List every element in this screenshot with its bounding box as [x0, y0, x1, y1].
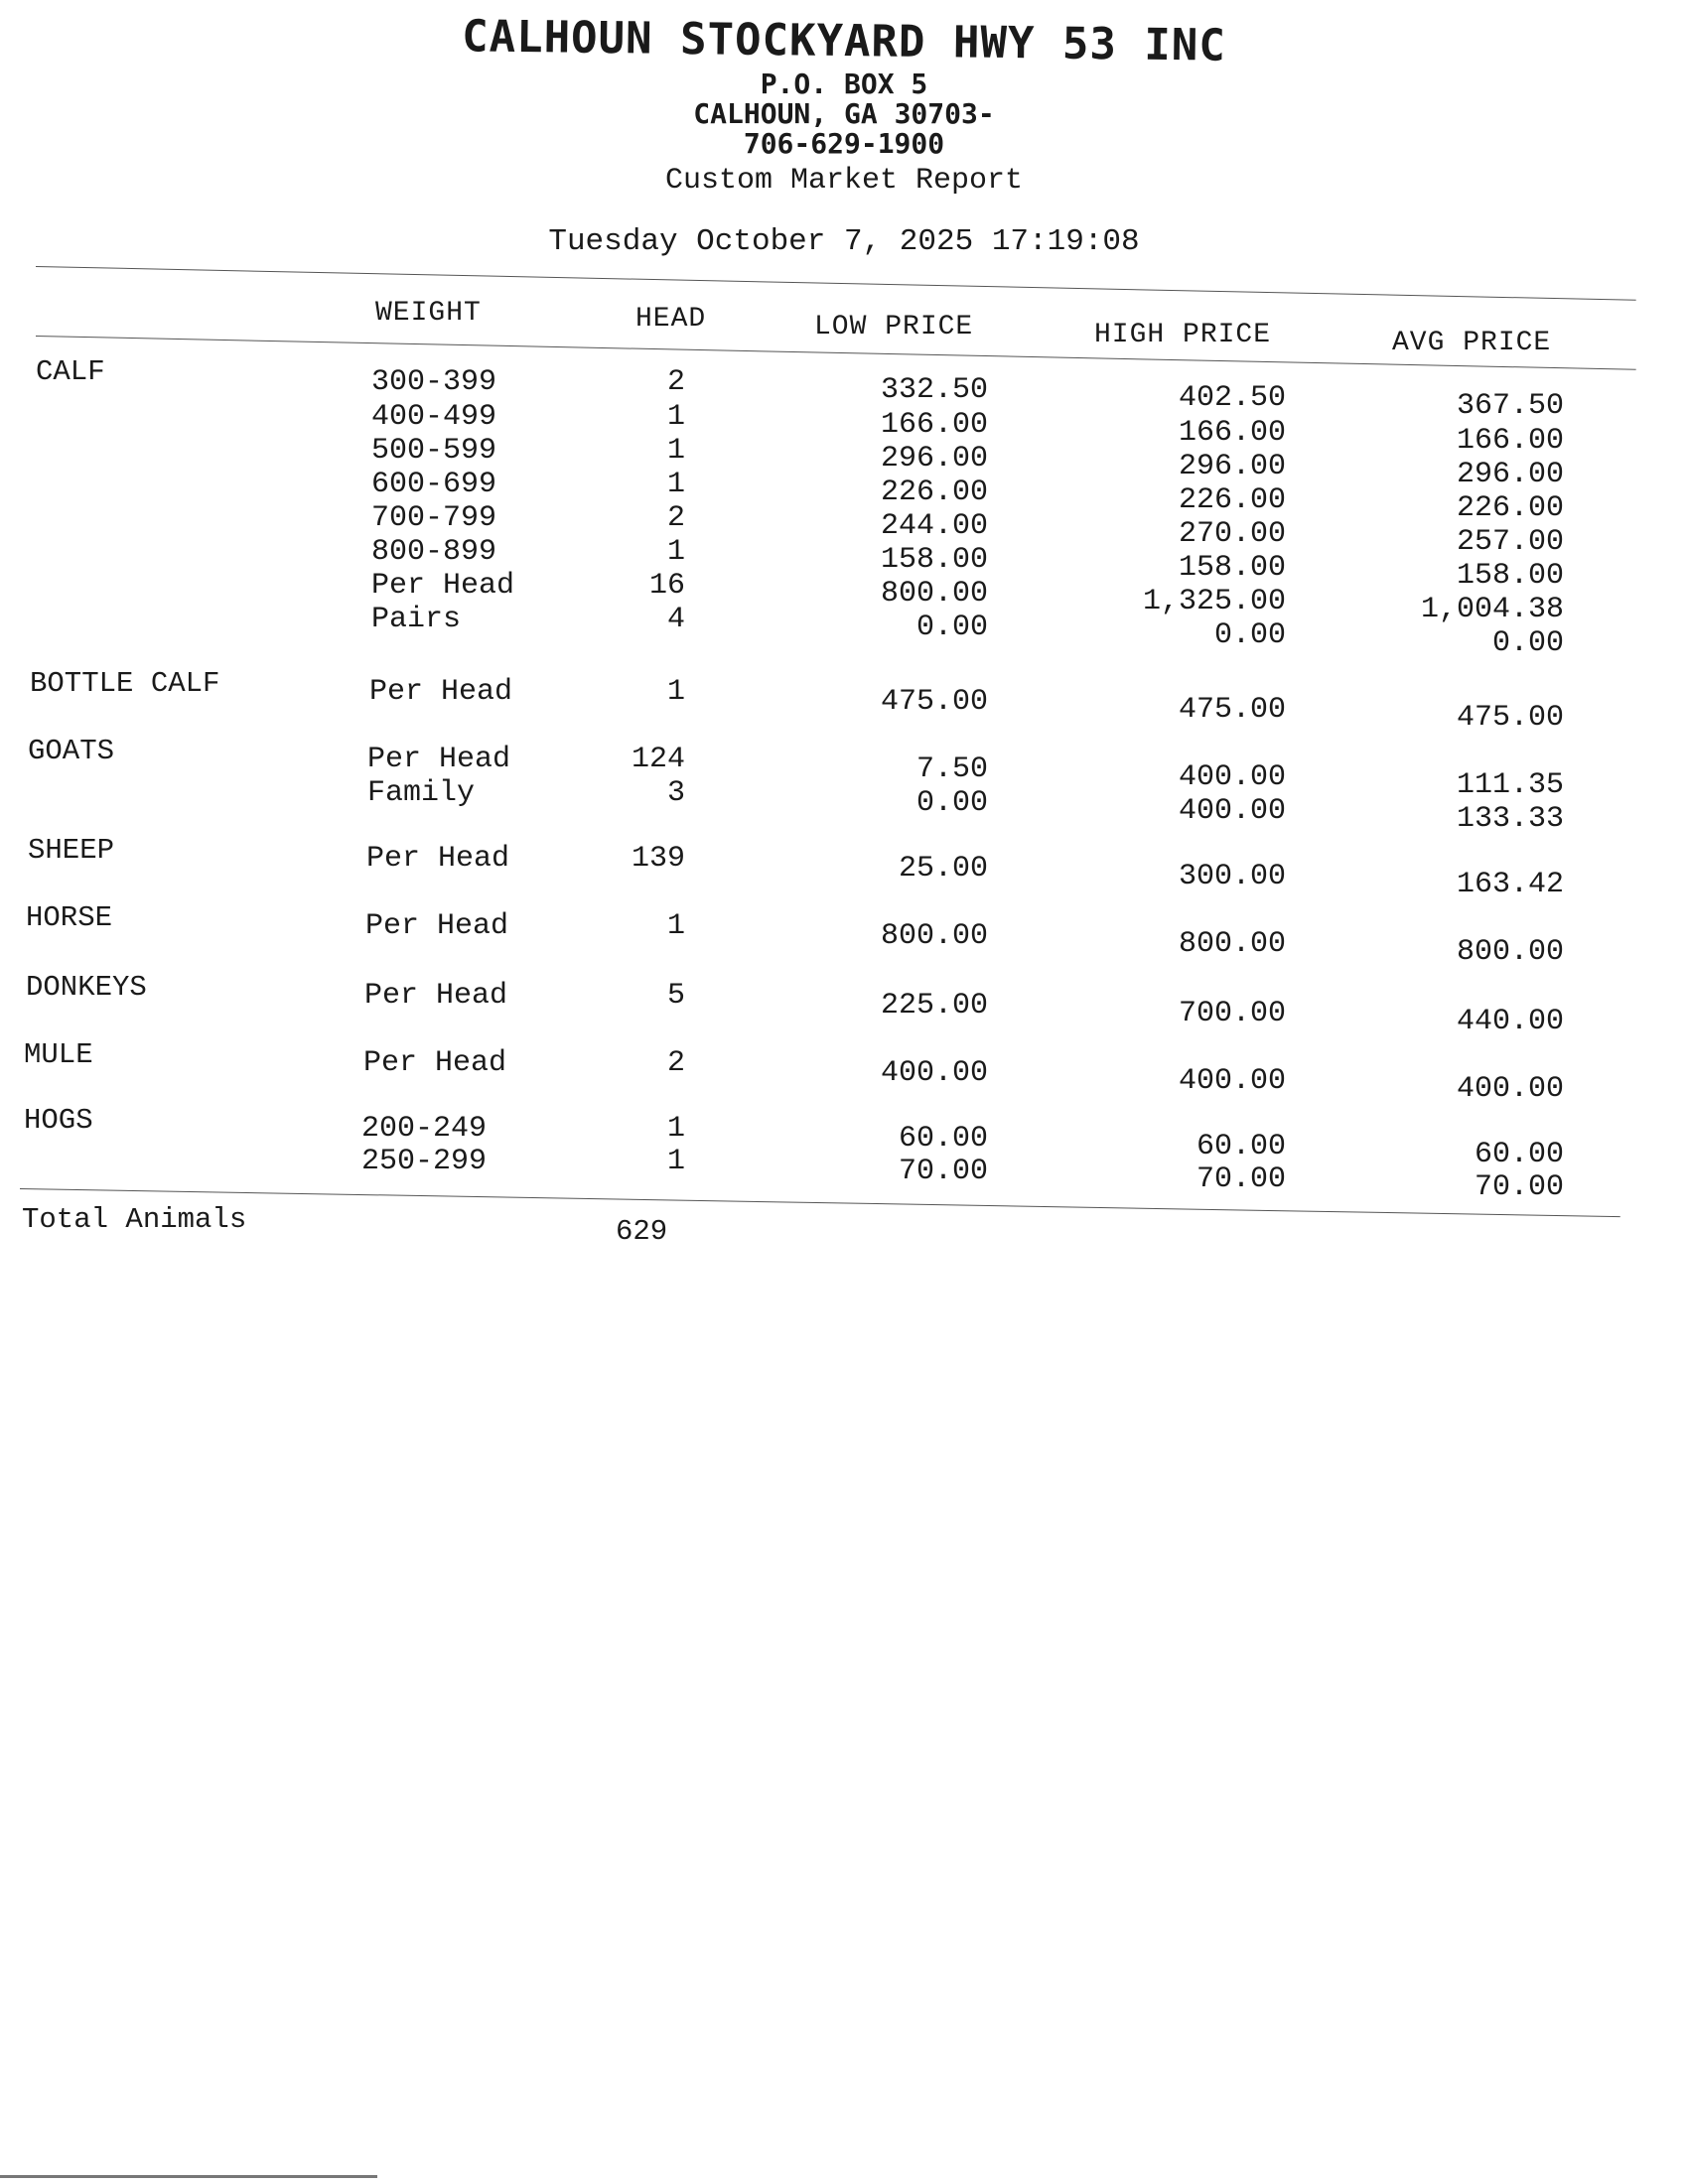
header-top-rule	[36, 266, 1636, 301]
avg-price-cell: 158.00	[1456, 559, 1564, 593]
weight-cell: Per Head	[366, 842, 510, 876]
avg-price-cell: 133.33	[1456, 802, 1564, 836]
head-cell: 1	[666, 535, 685, 569]
high-price-cell: 270.00	[1178, 517, 1286, 551]
species-name: HOGS	[24, 1104, 93, 1137]
high-price-cell: 166.00	[1178, 416, 1286, 450]
head-cell: 139	[631, 842, 685, 876]
head-cell: 1	[666, 909, 685, 943]
low-price-cell: 296.00	[880, 442, 988, 476]
avg-price-cell: 60.00	[1474, 1138, 1564, 1171]
low-price-cell: 25.00	[898, 852, 988, 886]
species-name: BOTTLE CALF	[30, 667, 220, 700]
head-cell: 1	[666, 434, 685, 468]
report-title: Custom Market Report	[664, 164, 1024, 198]
head-cell: 2	[666, 365, 685, 399]
low-price-cell: 244.00	[880, 509, 988, 543]
column-header-high-price: HIGH PRICE	[1094, 320, 1272, 350]
weight-cell: Per Head	[369, 675, 513, 709]
species-name: DONKEYS	[26, 971, 147, 1004]
avg-price-cell: 111.35	[1456, 768, 1564, 802]
weight-cell: 400-499	[371, 400, 497, 434]
avg-price-cell: 0.00	[1491, 626, 1564, 660]
high-price-cell: 400.00	[1178, 794, 1286, 828]
head-cell: 1	[666, 400, 685, 434]
weight-cell: Per Head	[363, 1046, 507, 1080]
weight-cell: 600-699	[371, 468, 497, 501]
avg-price-cell: 367.50	[1456, 389, 1564, 423]
phone-number: 706-629-1900	[743, 127, 945, 160]
avg-price-cell: 70.00	[1474, 1170, 1564, 1204]
high-price-cell: 475.00	[1178, 693, 1286, 727]
high-price-cell: 1,325.00	[1142, 585, 1286, 618]
city-address: CALHOUN, GA 30703-	[693, 97, 995, 130]
high-price-cell: 226.00	[1178, 483, 1286, 517]
head-cell: 4	[666, 603, 685, 636]
low-price-cell: 158.00	[880, 543, 988, 577]
head-cell: 1	[666, 468, 685, 501]
avg-price-cell: 475.00	[1456, 701, 1564, 735]
table-row	[0, 776, 1688, 836]
low-price-cell: 226.00	[880, 476, 988, 509]
report-date: Tuesday October 7, 2025 17:19:08	[548, 224, 1140, 259]
avg-price-cell: 1,004.38	[1420, 593, 1564, 626]
head-cell: 2	[666, 501, 685, 535]
high-price-cell: 800.00	[1178, 927, 1286, 961]
avg-price-cell: 163.42	[1456, 868, 1564, 901]
table-row	[0, 842, 1688, 901]
head-cell: 5	[666, 979, 685, 1013]
table-row	[0, 675, 1688, 735]
table-row	[0, 1145, 1688, 1204]
weight-cell: 200-249	[361, 1112, 488, 1146]
low-price-cell: 0.00	[915, 786, 988, 820]
species-name: CALF	[36, 355, 105, 388]
low-price-cell: 332.50	[880, 373, 988, 407]
avg-price-cell: 257.00	[1456, 525, 1564, 559]
high-price-cell: 402.50	[1178, 381, 1286, 415]
column-header-head: HEAD	[635, 304, 707, 335]
species-name: GOATS	[28, 735, 115, 767]
report-header	[0, 11, 1688, 260]
low-price-cell: 166.00	[880, 408, 988, 442]
head-cell: 124	[631, 743, 685, 776]
low-price-cell: 225.00	[880, 989, 988, 1023]
avg-price-cell: 440.00	[1456, 1005, 1564, 1038]
head-cell: 1	[666, 675, 685, 709]
avg-price-cell: 166.00	[1456, 424, 1564, 458]
high-price-cell: 400.00	[1178, 760, 1286, 794]
species-name: HORSE	[26, 901, 113, 934]
weight-cell: Per Head	[365, 909, 509, 943]
po-box: P.O. BOX 5	[760, 68, 928, 100]
low-price-cell: 800.00	[880, 919, 988, 953]
head-cell: 2	[666, 1046, 685, 1080]
high-price-cell: 700.00	[1178, 997, 1286, 1030]
low-price-cell: 475.00	[880, 685, 988, 719]
low-price-cell: 7.50	[915, 752, 988, 786]
head-cell: 1	[666, 1112, 685, 1146]
column-header-weight: WEIGHT	[375, 298, 482, 329]
low-price-cell: 400.00	[880, 1056, 988, 1090]
weight-cell: Per Head	[364, 979, 508, 1013]
head-cell: 3	[666, 776, 685, 810]
species-name: SHEEP	[28, 834, 115, 867]
total-animals-label: Total Animals	[22, 1203, 247, 1236]
table-row	[0, 1046, 1688, 1106]
company-name: CALHOUN STOCKYARD HWY 53 INC	[461, 11, 1227, 71]
low-price-cell: 70.00	[898, 1155, 988, 1188]
high-price-cell: 158.00	[1178, 551, 1286, 585]
low-price-cell: 60.00	[898, 1122, 988, 1156]
table-row	[0, 603, 1688, 660]
head-cell: 1	[666, 1145, 685, 1178]
low-price-cell: 0.00	[915, 611, 988, 644]
scan-edge-line	[0, 2175, 377, 2178]
high-price-cell: 400.00	[1178, 1064, 1286, 1098]
table-row	[0, 909, 1688, 969]
weight-cell: 250-299	[361, 1145, 488, 1178]
weight-cell: Per Head	[367, 743, 511, 776]
low-price-cell: 800.00	[880, 577, 988, 611]
weight-cell: Per Head	[371, 569, 515, 603]
avg-price-cell: 296.00	[1456, 458, 1564, 491]
weight-cell: Pairs	[371, 603, 462, 636]
weight-cell: 500-599	[371, 434, 497, 468]
weight-cell: 300-399	[371, 365, 497, 399]
high-price-cell: 60.00	[1196, 1130, 1286, 1163]
weight-cell: 800-899	[371, 535, 497, 569]
avg-price-cell: 226.00	[1456, 491, 1564, 525]
column-header-low-price: LOW PRICE	[814, 312, 974, 342]
species-name: MULE	[24, 1038, 93, 1071]
high-price-cell: 300.00	[1178, 860, 1286, 893]
table-row	[0, 979, 1688, 1038]
avg-price-cell: 400.00	[1456, 1072, 1564, 1106]
high-price-cell: 70.00	[1196, 1162, 1286, 1196]
column-header-avg-price: AVG PRICE	[1392, 328, 1552, 358]
head-cell: 16	[648, 569, 685, 603]
high-price-cell: 296.00	[1178, 450, 1286, 483]
high-price-cell: 0.00	[1213, 618, 1286, 652]
weight-cell: 700-799	[371, 501, 497, 535]
avg-price-cell: 800.00	[1456, 935, 1564, 969]
weight-cell: Family	[367, 776, 476, 810]
total-animals-value: 629	[616, 1215, 668, 1248]
